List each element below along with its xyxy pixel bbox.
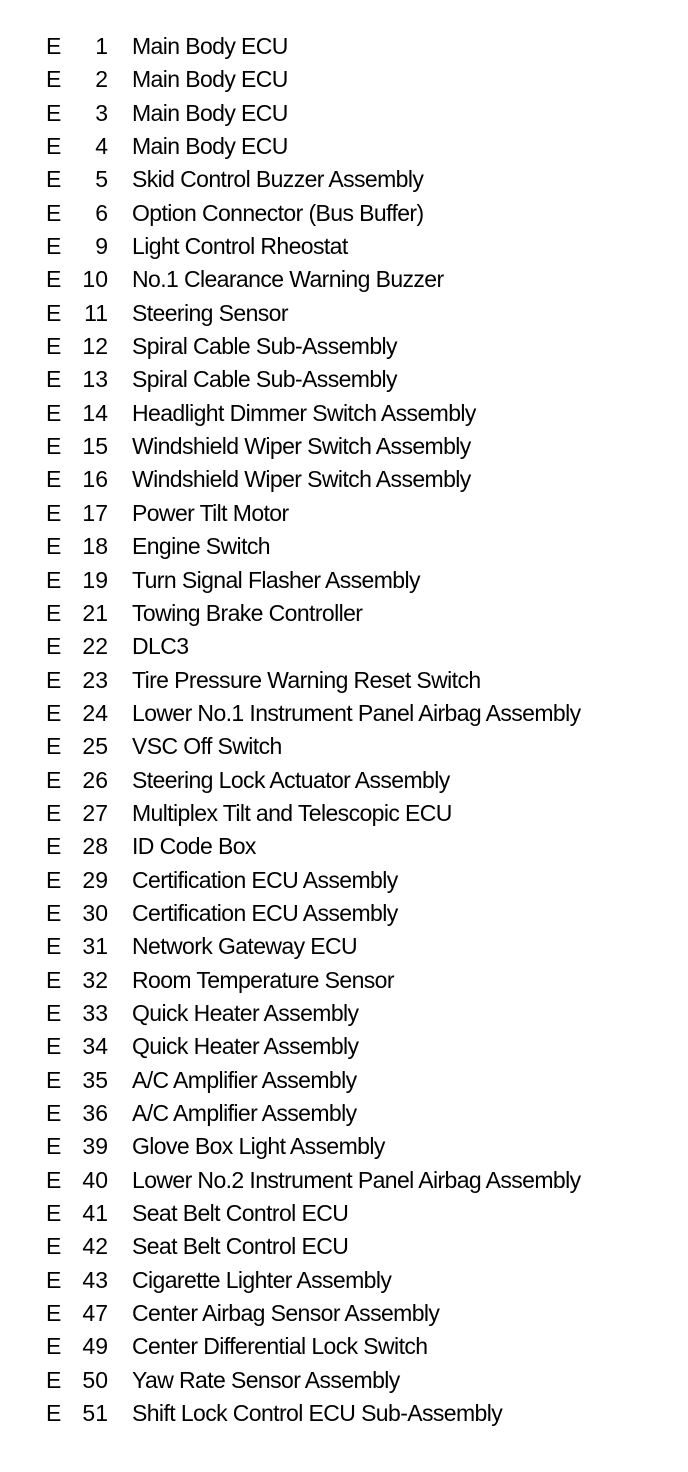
connector-number: 16 [82, 466, 108, 493]
connector-name: Seat Belt Control ECU [132, 1200, 349, 1227]
connector-row [0, 463, 688, 496]
connector-code: E [46, 766, 62, 793]
connector-number: 50 [82, 1366, 108, 1393]
connector-code: E [46, 399, 62, 426]
connector-name: Spiral Cable Sub-Assembly [132, 366, 397, 393]
connector-row [0, 797, 688, 830]
connector-code: E [46, 133, 62, 160]
connector-row [0, 30, 688, 63]
connector-number: 15 [82, 433, 108, 460]
connector-number: 4 [95, 133, 108, 160]
connector-name: Main Body ECU [132, 99, 288, 126]
connector-row [0, 197, 688, 230]
connector-code: E [46, 833, 62, 860]
connector-code: E [46, 433, 62, 460]
connector-code: E [46, 799, 62, 826]
connector-number: 18 [82, 533, 108, 560]
connector-number: 21 [82, 599, 108, 626]
connector-row [0, 297, 688, 330]
connector-row [0, 997, 688, 1030]
connector-name: Headlight Dimmer Switch Assembly [132, 399, 476, 426]
connector-row [0, 564, 688, 597]
connector-code: E [46, 1033, 62, 1060]
connector-code: E [46, 1200, 62, 1227]
connector-row [0, 1364, 688, 1397]
connector-number: 22 [82, 633, 108, 660]
connector-code: E [46, 966, 62, 993]
connector-row [0, 930, 688, 963]
connector-code: E [46, 1266, 62, 1293]
connector-number: 5 [95, 166, 108, 193]
connector-row [0, 1130, 688, 1163]
connector-row [0, 530, 688, 563]
connector-number: 27 [82, 799, 108, 826]
connector-number: 9 [95, 233, 108, 260]
connector-name: Multiplex Tilt and Telescopic ECU [132, 799, 452, 826]
connector-code: E [46, 733, 62, 760]
connector-name: Windshield Wiper Switch Assembly [132, 433, 471, 460]
connector-name: Shift Lock Control ECU Sub-Assembly [132, 1400, 503, 1427]
connector-number: 35 [82, 1066, 108, 1093]
connector-number: 51 [82, 1400, 108, 1427]
connector-number: 17 [82, 499, 108, 526]
connector-name: DLC3 [132, 633, 189, 660]
connector-row [0, 830, 688, 863]
connector-code: E [46, 1133, 62, 1160]
connector-name: Room Temperature Sensor [132, 966, 394, 993]
connector-name: Option Connector (Bus Buffer) [132, 199, 424, 226]
connector-row [0, 397, 688, 430]
connector-number: 42 [82, 1233, 108, 1260]
connector-row [0, 1064, 688, 1097]
connector-number: 34 [82, 1033, 108, 1060]
connector-code: E [46, 933, 62, 960]
connector-name: Certification ECU Assembly [132, 866, 398, 893]
connector-row [0, 630, 688, 663]
connector-name: Glove Box Light Assembly [132, 1133, 385, 1160]
connector-code: E [46, 199, 62, 226]
connector-name: Certification ECU Assembly [132, 899, 398, 926]
connector-number: 28 [82, 833, 108, 860]
connector-code: E [46, 166, 62, 193]
connector-row [0, 764, 688, 797]
connector-code: E [46, 466, 62, 493]
connector-row [0, 497, 688, 530]
connector-code: E [46, 1366, 62, 1393]
connector-code: E [46, 633, 62, 660]
connector-number: 41 [82, 1200, 108, 1227]
connector-row [0, 330, 688, 363]
connector-name: VSC Off Switch [132, 733, 282, 760]
connector-number: 47 [82, 1300, 108, 1327]
connector-number: 40 [82, 1166, 108, 1193]
connector-row [0, 130, 688, 163]
connector-code: E [46, 566, 62, 593]
connector-code: E [46, 599, 62, 626]
connector-number: 43 [82, 1266, 108, 1293]
connector-row [0, 730, 688, 763]
connector-code: E [46, 499, 62, 526]
connector-code: E [46, 999, 62, 1026]
connector-code: E [46, 266, 62, 293]
connector-number: 14 [82, 399, 108, 426]
connector-code: E [46, 1400, 62, 1427]
connector-number: 30 [82, 899, 108, 926]
connector-row [0, 63, 688, 96]
connector-code: E [46, 1100, 62, 1126]
connector-code: E [46, 1166, 62, 1193]
connector-code: E [46, 233, 62, 260]
connector-code: E [46, 99, 62, 126]
connector-row [0, 897, 688, 930]
connector-number: 36 [82, 1100, 108, 1126]
connector-row [0, 263, 688, 296]
connector-code: E [46, 866, 62, 893]
connector-code: E [46, 66, 62, 93]
connector-number: 3 [95, 99, 108, 126]
connector-code: E [46, 666, 62, 693]
connector-code: E [46, 1300, 62, 1327]
connector-code: E [46, 1233, 62, 1260]
connector-name: Power Tilt Motor [132, 499, 289, 526]
connector-number: 25 [82, 733, 108, 760]
connector-number: 29 [82, 866, 108, 893]
connector-number: 23 [82, 666, 108, 693]
connector-code: E [46, 366, 62, 393]
connector-name: Main Body ECU [132, 33, 288, 59]
connector-number: 49 [82, 1333, 108, 1360]
connector-name: Quick Heater Assembly [132, 999, 359, 1026]
connector-code: E [46, 33, 62, 59]
connector-row [0, 964, 688, 997]
connector-row [0, 430, 688, 463]
connector-row [0, 1297, 688, 1330]
connector-name: Skid Control Buzzer Assembly [132, 166, 424, 193]
connector-row [0, 1030, 688, 1063]
connector-name: Engine Switch [132, 533, 270, 560]
connector-row [0, 1264, 688, 1297]
connector-row [0, 230, 688, 263]
connector-row [0, 97, 688, 130]
connector-number: 31 [82, 933, 108, 960]
connector-row [0, 864, 688, 897]
connector-name: Yaw Rate Sensor Assembly [132, 1366, 400, 1393]
connector-code: E [46, 533, 62, 560]
connector-number: 1 [95, 33, 108, 59]
connector-name: Spiral Cable Sub-Assembly [132, 333, 397, 360]
connector-number: 33 [82, 999, 108, 1026]
connector-number: 12 [82, 333, 108, 360]
connector-code: E [46, 299, 62, 326]
connector-number: 24 [82, 699, 108, 726]
connector-code: E [46, 899, 62, 926]
connector-name: Seat Belt Control ECU [132, 1233, 349, 1260]
connector-list [0, 30, 688, 1430]
connector-name: Windshield Wiper Switch Assembly [132, 466, 471, 493]
connector-code: E [46, 699, 62, 726]
connector-row [0, 1097, 688, 1130]
connector-number: 32 [82, 966, 108, 993]
connector-name: Turn Signal Flasher Assembly [132, 566, 420, 593]
connector-name: Main Body ECU [132, 66, 288, 93]
connector-name: Center Airbag Sensor Assembly [132, 1300, 440, 1327]
connector-row [0, 597, 688, 630]
connector-row [0, 1197, 688, 1230]
connector-row [0, 1230, 688, 1263]
connector-row [0, 363, 688, 396]
connector-name: ID Code Box [132, 833, 256, 860]
connector-name: A/C Amplifier Assembly [132, 1100, 357, 1126]
connector-row [0, 1164, 688, 1197]
connector-code: E [46, 1066, 62, 1093]
connector-number: 11 [84, 299, 108, 326]
connector-row [0, 697, 688, 730]
connector-number: 10 [82, 266, 108, 293]
connector-row [0, 163, 688, 196]
connector-code: E [46, 333, 62, 360]
connector-name: Lower No.1 Instrument Panel Airbag Assembly [132, 699, 581, 726]
connector-name: Cigarette Lighter Assembly [132, 1266, 392, 1293]
connector-name: Tire Pressure Warning Reset Switch [132, 666, 481, 693]
connector-name: Steering Lock Actuator Assembly [132, 766, 450, 793]
connector-name: Quick Heater Assembly [132, 1033, 359, 1060]
connector-code: E [46, 1333, 62, 1360]
connector-name: No.1 Clearance Warning Buzzer [132, 266, 444, 293]
connector-name: Center Differential Lock Switch [132, 1333, 428, 1360]
connector-row [0, 1330, 688, 1363]
connector-name: Network Gateway ECU [132, 933, 358, 960]
connector-row [0, 664, 688, 697]
connector-name: Main Body ECU [132, 133, 288, 160]
connector-name: Towing Brake Controller [132, 599, 363, 626]
connector-number: 39 [82, 1133, 108, 1160]
connector-name: Lower No.2 Instrument Panel Airbag Assembly [132, 1166, 581, 1193]
connector-number: 13 [82, 366, 108, 393]
connector-name: Steering Sensor [132, 299, 288, 326]
connector-number: 2 [95, 66, 108, 93]
connector-number: 26 [82, 766, 108, 793]
connector-number: 6 [95, 199, 108, 226]
connector-name: A/C Amplifier Assembly [132, 1066, 357, 1093]
connector-number: 19 [82, 566, 108, 593]
connector-row [0, 1397, 688, 1430]
connector-name: Light Control Rheostat [132, 233, 348, 260]
